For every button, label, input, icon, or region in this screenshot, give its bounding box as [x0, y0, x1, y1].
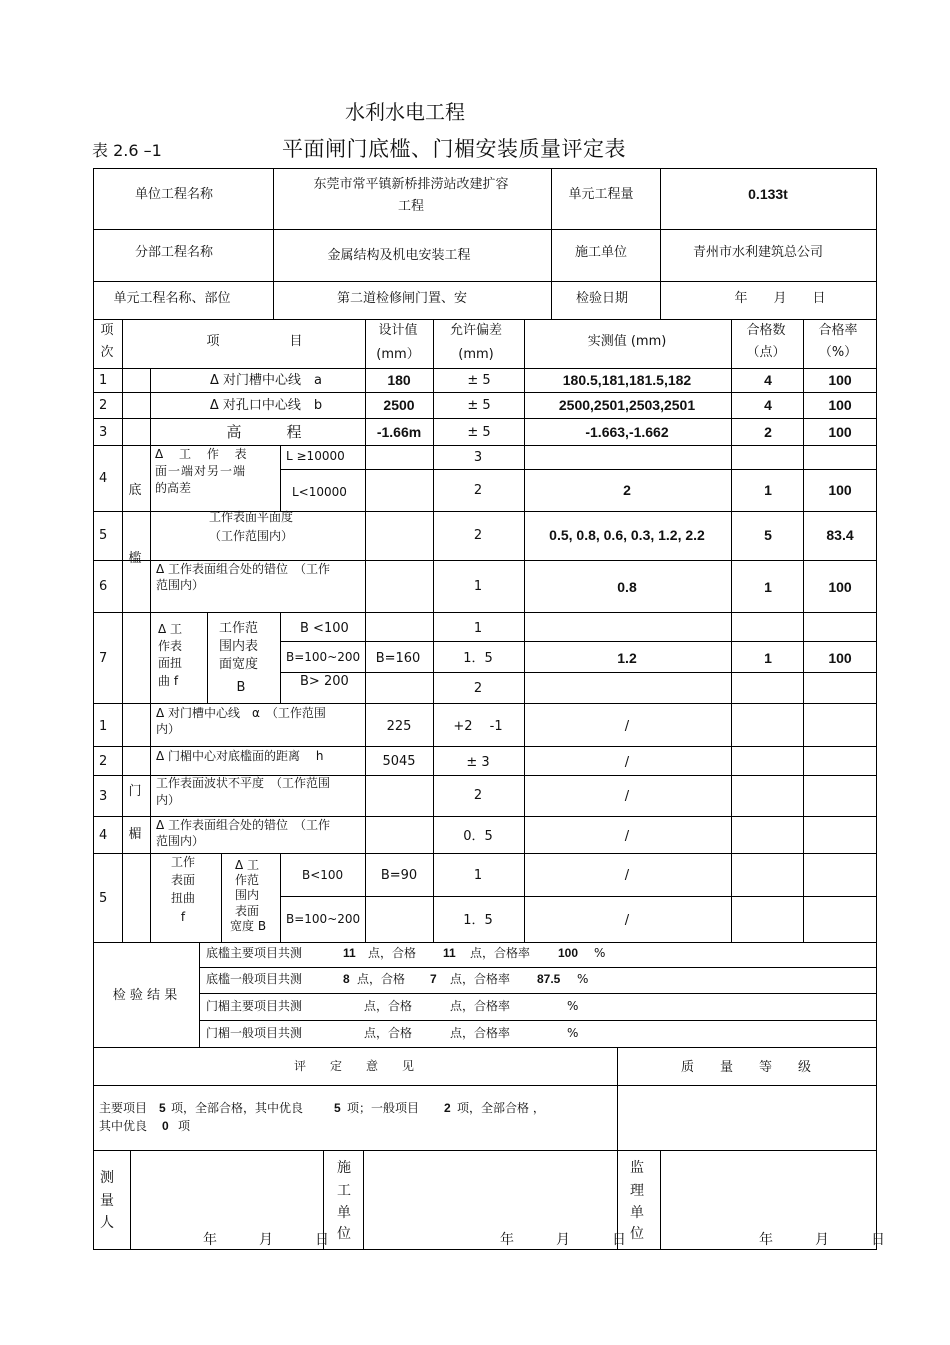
result-line1-pre: 底槛主要项目共测: [206, 946, 303, 960]
contractor-value: 青州市水利建筑总公司: [692, 245, 824, 260]
sill-row3-measured: -1.663,-1.662: [585, 424, 669, 440]
col-pass-count-1: 合格数: [746, 323, 786, 338]
sill-row5-item-line1: 工作表面平面度: [208, 510, 294, 524]
lintel-row5-no: 5: [99, 891, 108, 906]
lintel-row3-no: 3: [99, 789, 108, 804]
lintel-row2-item: Δ 门楣中心对底槛面的距离 h: [156, 749, 324, 763]
result-line1-mid1: 点，合格: [368, 946, 417, 960]
lintel-row5-sub-2: B=100~200: [286, 912, 361, 926]
sill-row4-measured: 2: [623, 482, 631, 498]
sill-row2-no: 2: [99, 398, 108, 413]
sill-row7-tolerance-1: 1: [473, 621, 483, 636]
document-heading: 水利水电工程: [345, 100, 465, 124]
sill-row5-measured: 0.5, 0.8, 0.6, 0.3, 1.2, 2.2: [549, 527, 705, 543]
lintel-row5-measured-1: /: [624, 868, 630, 883]
lintel-row2-design: 5045: [382, 754, 416, 769]
surveyor-label-3: 人: [100, 1215, 114, 1231]
sill-row4-tolerance-b: 2: [473, 483, 483, 498]
surveyor-date: 年 月 日: [203, 1232, 329, 1248]
opinion-line2-c: 项: [178, 1119, 191, 1133]
result-line2-total: 8: [343, 972, 350, 986]
sill-row7-item-b2: 围内表: [219, 639, 259, 654]
construction-label-1: 施: [337, 1160, 351, 1176]
sill-row7-sub-1: B <100: [300, 621, 349, 636]
sill-row4-item-line2: 面一端对另一端: [155, 464, 247, 478]
lintel-row5-design-1: B=90: [380, 868, 418, 883]
sill-row1-rate: 100: [828, 372, 852, 388]
inspection-date-label: 检验日期: [575, 291, 629, 306]
sill-row1-count: 4: [764, 372, 772, 388]
col-pass-count-2: （点）: [746, 345, 786, 360]
sill-row4-sub-a: L ≥10000: [286, 449, 345, 463]
surveyor-label-2: 量: [100, 1193, 114, 1209]
result-line1-total: 11: [343, 946, 356, 960]
sill-row7-count-2: 1: [764, 650, 772, 666]
lintel-row1-no: 1: [99, 719, 108, 734]
sill-row6-tolerance: 1: [473, 579, 483, 594]
result-line1-post: %: [594, 946, 606, 960]
col-measured: 实测值 (mm): [587, 334, 667, 349]
sill-row7-item-b1: 工作范: [219, 621, 259, 636]
lintel-row4-measured: /: [624, 829, 630, 844]
sill-row1-design: 180: [387, 372, 411, 388]
col-design-1: 设计值: [378, 323, 418, 338]
sill-row5-tolerance: 2: [473, 528, 483, 543]
lintel-row3-tolerance: 2: [473, 788, 483, 803]
sill-row5-rate: 83.4: [826, 527, 854, 543]
sill-row7-sub-2: B=100~200: [286, 650, 361, 664]
lintel-row2-tolerance: ± 3: [466, 755, 490, 770]
construction-label-3: 单: [337, 1205, 351, 1221]
sill-row3-count: 2: [764, 424, 772, 440]
sill-row6-measured: 0.8: [617, 579, 637, 595]
col-seq-1: 项: [100, 323, 114, 338]
result-line2-pass: 7: [430, 972, 437, 986]
sill-row7-item-a3: 面扭: [158, 656, 183, 670]
sill-row7-sub-3: B> 200: [300, 674, 349, 689]
opinion-line1-c: 项，全部合格，其中优良: [171, 1101, 304, 1115]
lintel-row5-item-b3: 围内: [235, 888, 260, 902]
sill-row3-tolerance: ± 5: [467, 425, 491, 440]
lintel-row5-item-b1: Δ 工: [235, 858, 260, 872]
col-tolerance-2: (mm): [458, 347, 494, 362]
result-line1-rate: 100: [558, 946, 579, 960]
sill-row2-rate: 100: [828, 397, 852, 413]
sill-row5-item-line2: （工作范围内）: [208, 529, 294, 543]
col-pass-rate-2: （%）: [818, 345, 858, 360]
result-line2-rate: 87.5: [537, 972, 561, 986]
evaluation-grade-label: 质 量 等 级: [680, 1060, 812, 1075]
result-line4-mid1: 点，合格: [364, 1026, 413, 1040]
lintel-row5-item-a2: 表面: [170, 873, 196, 887]
lintel-row5-item-b4: 表面: [235, 904, 260, 918]
supervision-label-1: 监: [630, 1160, 644, 1176]
sill-row7-measured-2: 1.2: [617, 650, 637, 666]
lintel-row5-item-b2: 作范: [235, 873, 260, 887]
sill-row6-rate: 100: [828, 579, 852, 595]
results-label: 检 验 结 果: [112, 988, 178, 1003]
form-title: 平面闸门底槛、门楣安装质量评定表: [282, 137, 626, 161]
sill-row4-item-line3: 的高差: [155, 481, 192, 495]
result-line3-mid2: 点，合格率: [450, 999, 511, 1013]
sill-row6-item-line1: Δ 工作表面组合处的错位 （工作: [156, 562, 331, 576]
sill-row7-tolerance-3: 2: [473, 681, 483, 696]
result-line3-pre: 门楣主要项目共测: [206, 999, 303, 1013]
sill-row4-sub-b: L<10000: [292, 485, 347, 499]
sill-row4-tolerance-a: 3: [473, 450, 483, 465]
opinion-line1-f: 2: [444, 1101, 451, 1115]
lintel-row1-tolerance: +2 -1: [453, 719, 503, 734]
lintel-row1-measured: /: [624, 719, 630, 734]
sill-row6-count: 1: [764, 579, 772, 595]
lintel-row4-item-line1: Δ 工作表面组合处的错位 （工作: [156, 818, 331, 832]
inspection-date-value: 年 月 日: [734, 291, 826, 306]
sill-row3-item: 高 程: [226, 423, 302, 441]
sill-row7-no: 7: [99, 651, 108, 666]
lintel-row2-measured: /: [624, 755, 630, 770]
opinion-line2-b: 0: [162, 1119, 169, 1133]
sill-row1-tolerance: ± 5: [467, 373, 491, 388]
sill-row3-design: -1.66m: [376, 424, 422, 440]
lintel-row1-item-line1: Δ 对门槽中心线 α （工作范围: [156, 706, 326, 720]
sill-row7-item-a2: 作表: [158, 639, 183, 653]
sill-row1-no: 1: [99, 373, 108, 388]
result-line4-post: %: [567, 1026, 579, 1040]
lintel-row1-design: 225: [386, 719, 412, 734]
sill-row2-tolerance: ± 5: [467, 398, 491, 413]
lintel-row1-item-line2: 内）: [156, 722, 181, 736]
result-line2-mid2: 点，合格率: [450, 972, 511, 986]
sill-group-label-2: 槛: [128, 551, 142, 566]
sill-row2-design: 2500: [383, 397, 415, 413]
unit-project-value-line1: 东莞市常平镇新桥排涝站改建扩容: [313, 177, 509, 192]
sill-row7-tolerance-2: 1．5: [463, 651, 493, 666]
opinion-line1-e: 项；一般项目: [347, 1101, 420, 1115]
element-label: 单元工程名称、部位: [113, 291, 231, 306]
lintel-row2-no: 2: [99, 754, 108, 769]
opinion-line2-a: 其中优良: [99, 1119, 148, 1133]
element-value: 第二道检修闸门置、安: [336, 291, 468, 306]
result-line2-post: %: [577, 972, 589, 986]
supervision-label-2: 理: [630, 1183, 644, 1199]
sill-row7-rate-2: 100: [828, 650, 852, 666]
result-line2-pre: 底槛一般项目共测: [206, 972, 303, 986]
sill-row2-count: 4: [764, 397, 772, 413]
construction-label-2: 工: [337, 1183, 351, 1199]
result-line4-pre: 门楣一般项目共测: [206, 1026, 303, 1040]
opinion-line1-g: 项，全部合格 ，: [457, 1101, 545, 1115]
sill-row7-design-2: B=160: [375, 651, 421, 666]
construction-label-4: 位: [337, 1226, 351, 1242]
sill-row2-item: Δ 对孔口中心线 b: [209, 398, 323, 413]
result-line4-mid2: 点，合格率: [450, 1026, 511, 1040]
result-line1-mid2: 点，合格率: [470, 946, 531, 960]
supervision-label-3: 单: [630, 1205, 644, 1221]
result-line2-mid1: 点，合格: [357, 972, 406, 986]
col-item-2: 目: [289, 334, 303, 349]
result-line3-mid1: 点，合格: [364, 999, 413, 1013]
opinion-line1-a: 主要项目: [99, 1101, 148, 1115]
lintel-row3-item-line1: 工作表面波状不平度 （工作范围: [156, 776, 331, 790]
lintel-row5-measured-2: /: [624, 913, 630, 928]
col-tolerance-1: 允许偏差: [449, 323, 503, 338]
sill-row5-no: 5: [99, 528, 108, 543]
sub-project-label: 分部工程名称: [134, 245, 214, 260]
lintel-row3-measured: /: [624, 789, 630, 804]
lintel-row5-item-a3: 扭曲: [170, 891, 196, 905]
sill-row4-count: 1: [764, 482, 772, 498]
sill-row4-no: 4: [99, 471, 108, 486]
lintel-row5-tolerance-2: 1．5: [463, 913, 493, 928]
sill-row3-no: 3: [99, 425, 108, 440]
lintel-row5-tolerance-1: 1: [473, 868, 483, 883]
sill-row7-item-a4: 曲 f: [158, 674, 179, 688]
unit-project-value-line2: 工程: [397, 199, 425, 214]
lintel-row5-item-a1: 工作: [170, 855, 196, 869]
sill-row7-item-b4: B: [236, 680, 246, 695]
opinion-line1-b: 5: [159, 1101, 166, 1115]
sill-row2-measured: 2500,2501,2503,2501: [558, 397, 696, 413]
unit-quantity-label: 单元工程量: [568, 187, 634, 202]
lintel-row3-item-line2: 内）: [156, 793, 181, 807]
evaluation-opinion-label: 评 定 意 见: [293, 1059, 415, 1073]
result-line3-post: %: [567, 999, 579, 1013]
sill-row3-rate: 100: [828, 424, 852, 440]
col-seq-2: 次: [100, 345, 114, 360]
table-number: 表 2.6 –1: [92, 141, 162, 160]
lintel-group-label-1: 门: [128, 784, 142, 799]
sill-row7-item-a1: Δ 工: [158, 622, 183, 636]
lintel-row4-tolerance: 0．5: [463, 829, 493, 844]
lintel-group-label-2: 楣: [128, 827, 142, 842]
lintel-row5-item-b5: 宽度 B: [230, 919, 267, 933]
opinion-line1-d: 5: [334, 1101, 341, 1115]
sill-row1-item: Δ 对门槽中心线 a: [210, 373, 322, 388]
construction-date: 年 月 日: [500, 1232, 626, 1248]
col-item-1: 项: [206, 334, 220, 349]
sill-row4-item-line1: Δ 工 作 表: [155, 447, 247, 461]
surveyor-label-1: 测: [100, 1170, 114, 1186]
sill-row5-count: 5: [764, 527, 772, 543]
sill-row7-item-b3: 面宽度: [219, 657, 259, 672]
unit-quantity-value: 0.133t: [748, 186, 788, 202]
sill-row4-rate: 100: [828, 482, 852, 498]
col-pass-rate-1: 合格率: [818, 323, 858, 338]
contractor-label: 施工单位: [574, 245, 628, 260]
unit-project-label: 单位工程名称: [134, 187, 214, 202]
supervision-date: 年 月 日: [759, 1232, 885, 1248]
supervision-label-4: 位: [630, 1226, 644, 1242]
sill-row6-no: 6: [99, 579, 108, 594]
sill-row6-item-line2: 范围内）: [156, 578, 205, 592]
lintel-row5-sub-1: B<100: [302, 868, 344, 882]
lintel-row4-no: 4: [99, 828, 108, 843]
sill-group-label-1: 底: [128, 483, 142, 498]
lintel-row5-item-a4: f: [180, 910, 186, 924]
col-design-2: (mm）: [376, 347, 420, 362]
sill-row1-measured: 180.5,181,181.5,182: [562, 372, 692, 388]
result-line1-pass: 11: [443, 946, 456, 960]
sub-project-value: 金属结构及机电安装工程: [327, 248, 471, 263]
lintel-row4-item-line2: 范围内）: [156, 834, 205, 848]
